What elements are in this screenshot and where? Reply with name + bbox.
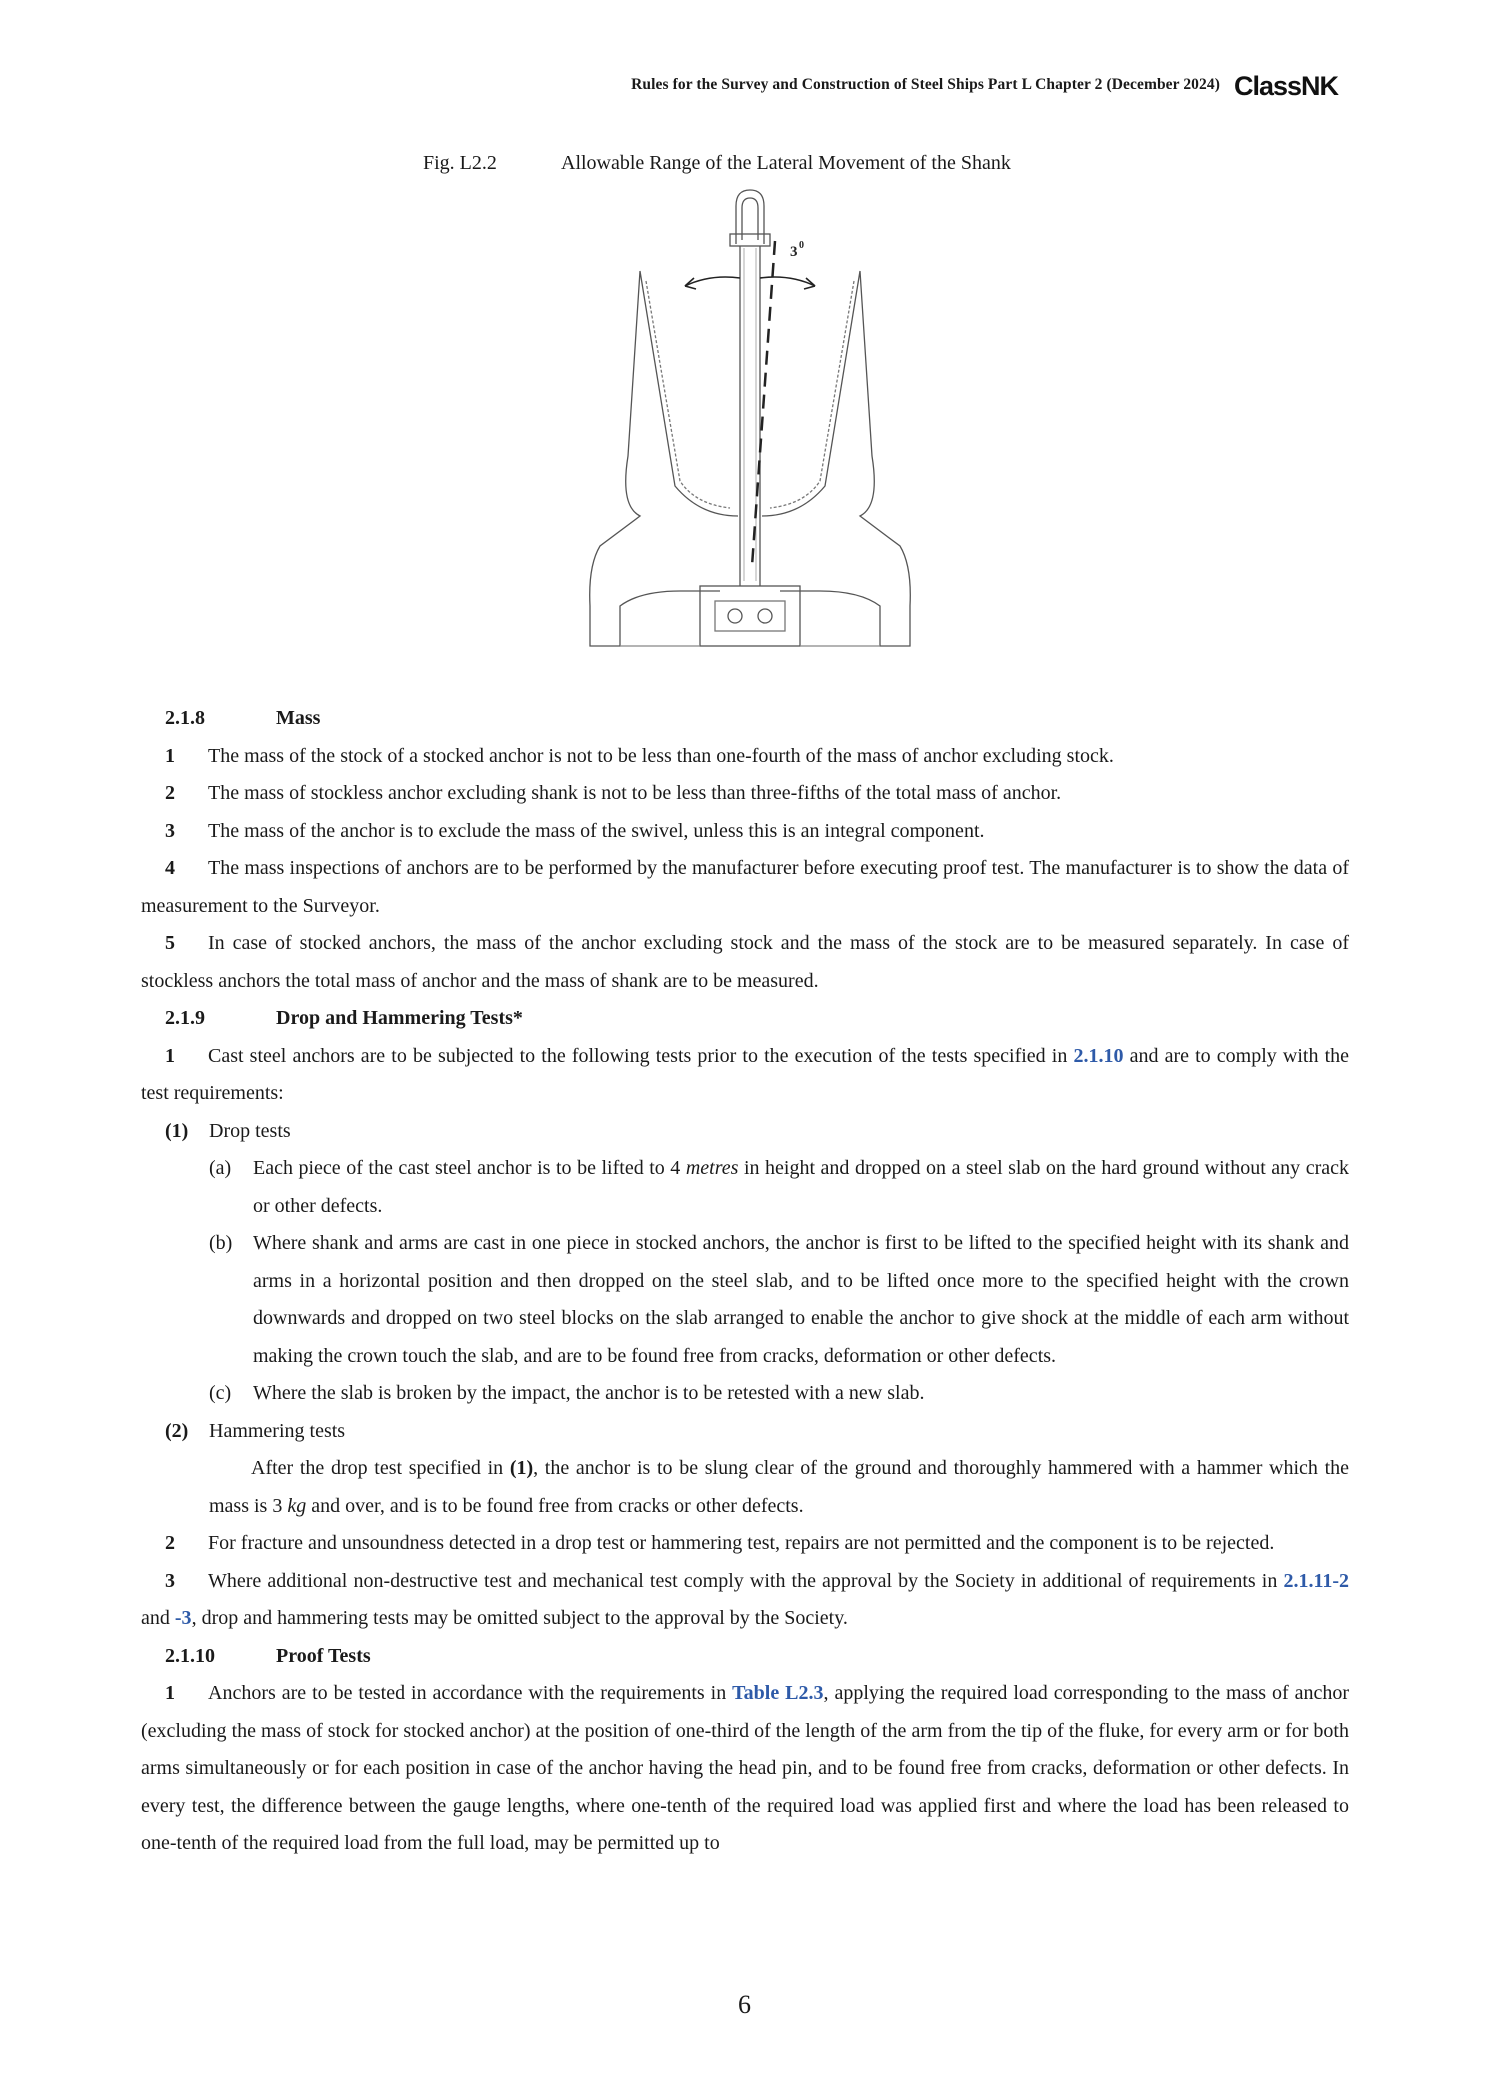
- paragraph: 1 Cast steel anchors are to be subjected to the following tests prior to the execution of the tests specified in 2.1.10 and are to comply with the test requirements:: [141, 1044, 1350, 1104]
- paragraph: 4 The mass inspections of anchors are to be performed by the manufacturer before executing proof test. The manufacturer is to show the data of measurement to the Surveyor.: [141, 857, 1349, 917]
- sub-item: (c) Where the slab is broken by the impact, the anchor is to be retested with a new slab.: [209, 1382, 925, 1404]
- logo-text: ClassNK: [1234, 71, 1339, 101]
- paragraph: 2 For fracture and unsoundness detected in a drop test or hammering test, repairs are not permitted and the component is to be rejected.: [165, 1532, 1275, 1554]
- figure-title: Allowable Range of the Lateral Movement of the Shank: [561, 152, 1011, 174]
- paragraph: 2 The mass of stockless anchor excluding shank is not to be less than three-fifths of the total mass of anchor.: [165, 782, 1062, 804]
- paragraph: 1 Anchors are to be tested in accordance with the requirements in Table L2.3, applying the required load corresponding to the mass of anchor (excluding the mass of stock for stocked anchor) at the position of one-third of the length of the arm from the tip of the fluke, for every arm or for both arms simultaneously or for each position in case of the anchor having the head pin, and to be found free from cracks, deformation or other defects. In every test, the difference between the gauge lengths, where one-tenth of the required load was applied first and where the load has been released to one-tenth of the required load from the full load, may be permitted up to: [141, 1682, 1349, 1854]
- link-table-l2-3[interactable]: Table L2.3: [732, 1682, 824, 1704]
- section-heading-2-1-9: 2.1.9 Drop and Hammering Tests*: [165, 1007, 523, 1029]
- link-3[interactable]: -3: [174, 1607, 192, 1629]
- figure-number: Fig. L2.2: [423, 152, 497, 174]
- right-fluke: [762, 271, 910, 646]
- paragraph: 5 In case of stocked anchors, the mass of the anchor excluding stock and the mass of the stock are to be measured separately. In case of stockless anchors the total mass of anchor and the mass of shank are to be measured.: [141, 932, 1349, 992]
- link-2-1-10[interactable]: 2.1.10: [1073, 1044, 1124, 1067]
- paragraph: 3 The mass of the anchor is to exclude the mass of the swivel, unless this is an integral component.: [165, 819, 985, 842]
- angle-label: 3: [790, 244, 798, 260]
- left-fluke: [590, 271, 738, 646]
- list-item: (2) Hammering tests: [165, 1419, 346, 1442]
- sub-item: (b) Where shank and arms are cast in one piece in stocked anchors, the anchor is first to be lifted to the specified height with its shank and arms in a horizontal position and then dropped on the steel slab, and to be lifted once more to the specified height with the crown downwards and dropped on two steel blocks on the slab arranged to enable the anchor to give shock at the middle of each arm without making the crown touch the slab, and are to be found free from cracks, deformation or other defects.: [209, 1232, 1349, 1367]
- list-item: (1) Drop tests: [165, 1119, 291, 1142]
- page-number: 6: [738, 1990, 751, 2019]
- link-2-1-11-2[interactable]: 2.1.11-2: [1283, 1569, 1349, 1592]
- classnk-logo: [1234, 68, 1344, 102]
- item-body: After the drop test specified in (1), the anchor is to be slung clear of the ground and thoroughly hammered with a hammer which the mass is 3 kg and over, and is to be found free from cracks or other defects.: [209, 1457, 1350, 1517]
- section-heading-2-1-10: 2.1.10 Proof Tests: [165, 1644, 371, 1667]
- tilt-line: [752, 241, 775, 566]
- paragraph: 3 Where additional non-destructive test and mechanical test comply with the approval by the Society in additional of requirements in 2.1.11-2 and -3, drop and hammering tests may be omitted subject to the approval by the Society.: [141, 1569, 1349, 1629]
- page-header: [631, 68, 1344, 102]
- main-content: [141, 700, 1349, 1863]
- anchor-drawing: [580, 186, 920, 656]
- paragraph: 1 The mass of the stock of a stocked anchor is not to be less than one-fourth of the mass of anchor excluding stock.: [165, 744, 1114, 767]
- crown-pin-right: [758, 609, 772, 623]
- sub-item: (a) Each piece of the cast steel anchor is to be lifted to 4 metres in height and dropped on a steel slab on the hard ground without any crack or other defects.: [209, 1157, 1349, 1217]
- section-heading-2-1-8: 2.1.8 Mass: [165, 707, 321, 729]
- shank: [740, 246, 760, 586]
- crown-pin-left: [728, 609, 742, 623]
- header-title: Rules for the Survey and Construction of Steel Ships Part L Chapter 2 (December 2024): [631, 76, 1220, 93]
- angle-unit: 0: [799, 240, 804, 251]
